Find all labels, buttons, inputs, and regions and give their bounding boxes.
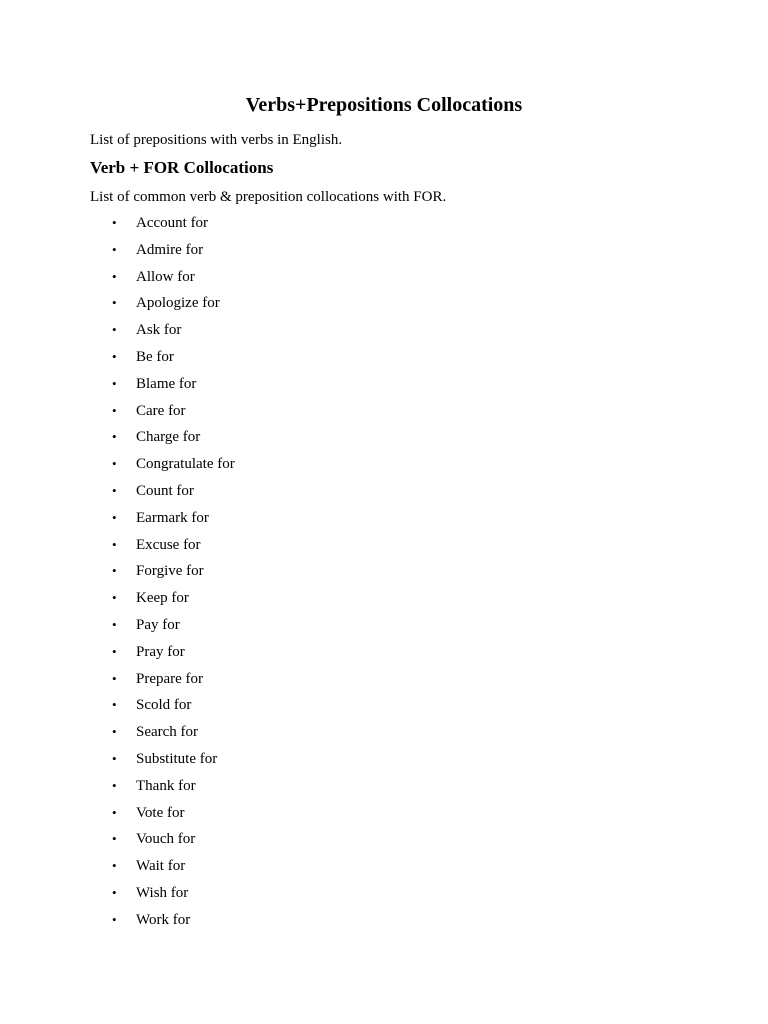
bullet-icon: •: [112, 616, 117, 632]
list-item-label: Earmark for: [136, 509, 209, 526]
list-item-label: Blame for: [136, 375, 197, 392]
list-item-label: Pay for: [136, 616, 180, 633]
bullet-icon: •: [112, 456, 117, 472]
section-heading: Verb + FOR Collocations: [90, 158, 274, 177]
bullet-icon: •: [112, 804, 117, 820]
list-item-label: Vote for: [136, 804, 185, 821]
bullet-icon: •: [112, 536, 117, 552]
list-item-label: Be for: [136, 348, 174, 365]
bullet-icon: •: [112, 348, 117, 364]
list-item-label: Wish for: [136, 884, 189, 901]
list-item-label: Excuse for: [136, 536, 201, 553]
bullet-icon: •: [112, 724, 117, 740]
list-item-label: Care for: [136, 402, 186, 419]
section-description: List of common verb & preposition collocations with FOR.: [90, 189, 447, 205]
list-item-label: Ask for: [136, 322, 182, 339]
list-item-label: Substitute for: [136, 750, 218, 767]
list-item-label: Wait for: [136, 858, 186, 875]
list-item-label: Admire for: [136, 241, 204, 258]
bullet-icon: •: [112, 295, 117, 311]
bullet-icon: •: [112, 831, 117, 847]
bullet-icon: •: [112, 563, 117, 579]
list-item-label: Charge for: [136, 429, 201, 446]
list-item-label: Allow for: [136, 268, 195, 285]
bullet-icon: •: [112, 482, 117, 498]
list-item-label: Scold for: [136, 697, 192, 714]
list-item-label: Pray for: [136, 643, 185, 660]
list-item-label: Search for: [136, 724, 199, 741]
bullet-icon: •: [112, 241, 117, 257]
bullet-icon: •: [112, 268, 117, 284]
list-item-label: Account for: [136, 215, 209, 231]
bullet-icon: •: [112, 777, 117, 793]
list-item-label: Forgive for: [136, 563, 204, 580]
list-item-label: Vouch for: [136, 831, 196, 848]
list-item-label: Thank for: [136, 777, 196, 794]
list-item-label: Prepare for: [136, 670, 204, 687]
bullet-icon: •: [112, 670, 117, 686]
list-item-label: Apologize for: [136, 295, 220, 312]
bullet-icon: •: [112, 215, 117, 230]
bullet-icon: •: [112, 884, 117, 900]
bullet-icon: •: [112, 911, 117, 927]
bullet-icon: •: [112, 643, 117, 659]
page-title: Verbs+Prepositions Collocations: [245, 94, 523, 116]
list-item-label: Congratulate for: [136, 456, 235, 473]
bullet-icon: •: [112, 375, 117, 391]
bullet-icon: •: [112, 697, 117, 713]
list-item-label: Keep for: [136, 590, 189, 607]
list-item-label: Work for: [136, 911, 191, 928]
intro-paragraph: List of prepositions with verbs in English.: [90, 132, 343, 148]
list-item-label: Count for: [136, 482, 194, 499]
bullet-icon: •: [112, 402, 117, 418]
bullet-icon: •: [112, 509, 117, 525]
bullet-icon: •: [112, 429, 117, 445]
bullet-icon: •: [112, 858, 117, 874]
bullet-icon: •: [112, 750, 117, 766]
bullet-icon: •: [112, 590, 117, 606]
bullet-icon: •: [112, 322, 117, 338]
